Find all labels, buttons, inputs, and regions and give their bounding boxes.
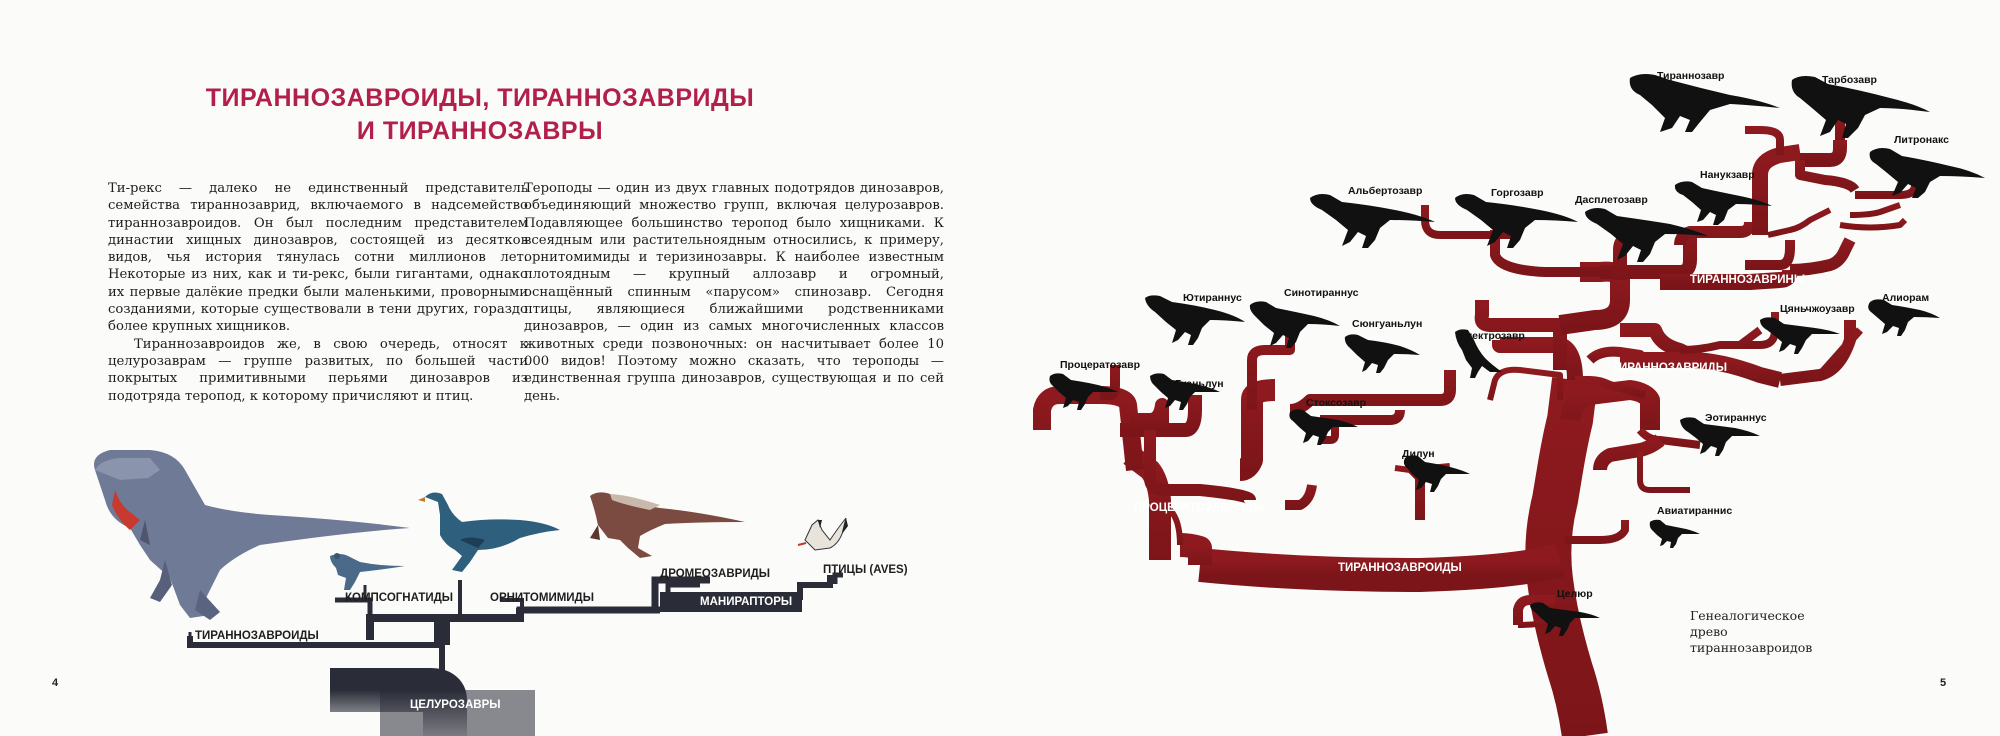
label-eotyrannus: Эотираннус xyxy=(1705,412,1767,424)
paragraph: Ти-рекс — далеко не единственный представитель семейства тираннозаврид, включаемого в надсемейство тираннозавроидов. Он был последним представителем династии хищных динозавров, состоящей из десятков видов, чья история тянулась сотни миллионов лет. Некоторые из них, как и ти-рекс, были гигантами, однако их первые далёкие предки были маленькими, проворными созданиями, которые существовали в тени других, гораздо более крупных хищников. xyxy=(108,181,528,335)
clade-tyrannosaurines: ТИРАННОЗАВРИНЫ xyxy=(1690,274,1806,286)
label-guanlong: Гуаньлун xyxy=(1175,378,1224,390)
label-ornithomimids: ОРНИТОМИМИДЫ xyxy=(490,592,595,604)
paragraph: Тероподы — один из двух главных подотрядов динозавров, объединяющий множество групп, включая целурозавров. Подавляющее большинство теропод было хищниками. К всеядным или растительноядным относились, к примеру, орнитомимиды и теризинозавры. К наиболее известным плотоядным — крупный аллозавр и огромный, оснащённый спинным «парусом» спинозавр. Сегодня птицы, являющиеся ближайшими родственниками динозавров, — один из самых многочисленных классов животных среди позвоночных: он насчитывает более 10 000 видов! Поэтому можно сказать, что тероподы — единственная группа динозавров, существующая и по сей день. xyxy=(524,181,944,404)
label-xiongguanlong: Сюнгуаньлун xyxy=(1352,318,1423,330)
label-yutyrannus: Ютираннус xyxy=(1183,292,1242,304)
label-qianzhousaurus: Цяньчжоузавр xyxy=(1780,303,1855,315)
clade-tyrannosauroids: ТИРАННОЗАВРОИДЫ xyxy=(1338,562,1462,574)
clade-tyrannosaurids: ТИРАННОЗАВРИДЫ xyxy=(1612,362,1728,374)
label-gorgosaurus: Горгозавр xyxy=(1491,187,1544,199)
label-maniraptors: МАНИРАПТОРЫ xyxy=(700,596,793,608)
label-coelurosaurs: ЦЕЛУРОЗАВРЫ xyxy=(410,699,501,711)
paragraph: Тираннозавроидов же, в свою очередь, относят к целурозаврам — группе развитых, по большей части покрытых примитивными перьями динозавров из подотряда теропод, к которому причисляют и птиц. xyxy=(108,336,528,404)
label-sinotyrannus: Синотираннус xyxy=(1284,287,1359,299)
label-tarbosaurus: Тарбозавр xyxy=(1822,74,1877,86)
clade-proceratosaurids: ПРОЦЕРАТОЗАВРИДЫ xyxy=(1134,502,1265,514)
label-kileskus: Целюр xyxy=(1557,588,1593,600)
caption-line-2: тираннозавроидов xyxy=(1690,640,1813,655)
caption-line-1: Генеалогическое древо xyxy=(1690,608,1805,639)
label-lythronax: Литронакс xyxy=(1894,134,1949,146)
label-tyrannosaurus: Тираннозавр xyxy=(1657,70,1725,82)
label-albertosaurus: Альбертозавр xyxy=(1348,185,1423,197)
label-nanuqsaurus: Нанукзавр xyxy=(1700,169,1755,181)
label-dromaeosaurids: ДРОМЕОЗАВРИДЫ xyxy=(660,568,771,580)
label-daspletosaurus: Дасплетозавр xyxy=(1575,194,1648,206)
label-aviatyrannis: Авиатираннис xyxy=(1657,505,1733,517)
label-stokesosaurus: Стоксозавр xyxy=(1306,397,1367,409)
tree-caption xyxy=(1690,608,1830,656)
page-number-left: 4 xyxy=(52,677,59,689)
label-alioramus: Алиорам xyxy=(1882,292,1930,304)
label-dilong: Дилун xyxy=(1402,448,1435,460)
label-birds: ПТИЦЫ (AVES) xyxy=(823,564,908,576)
label-compsognathids: КОМПСОГНАТИДЫ xyxy=(345,592,454,604)
label-proceratosaurus: Процератозавр xyxy=(1060,359,1140,371)
title-line-1: ТИРАННОЗАВРОИДЫ, ТИРАННОЗАВРИДЫ xyxy=(205,84,755,112)
label-alectrosaurus: Алектрозавр xyxy=(1458,330,1525,342)
title-line-2: И ТИРАННОЗАВРЫ xyxy=(356,117,604,145)
page-number-right: 5 xyxy=(1940,677,1947,689)
label-tyrannosauroids-left: ТИРАННОЗАВРОИДЫ xyxy=(195,630,319,642)
